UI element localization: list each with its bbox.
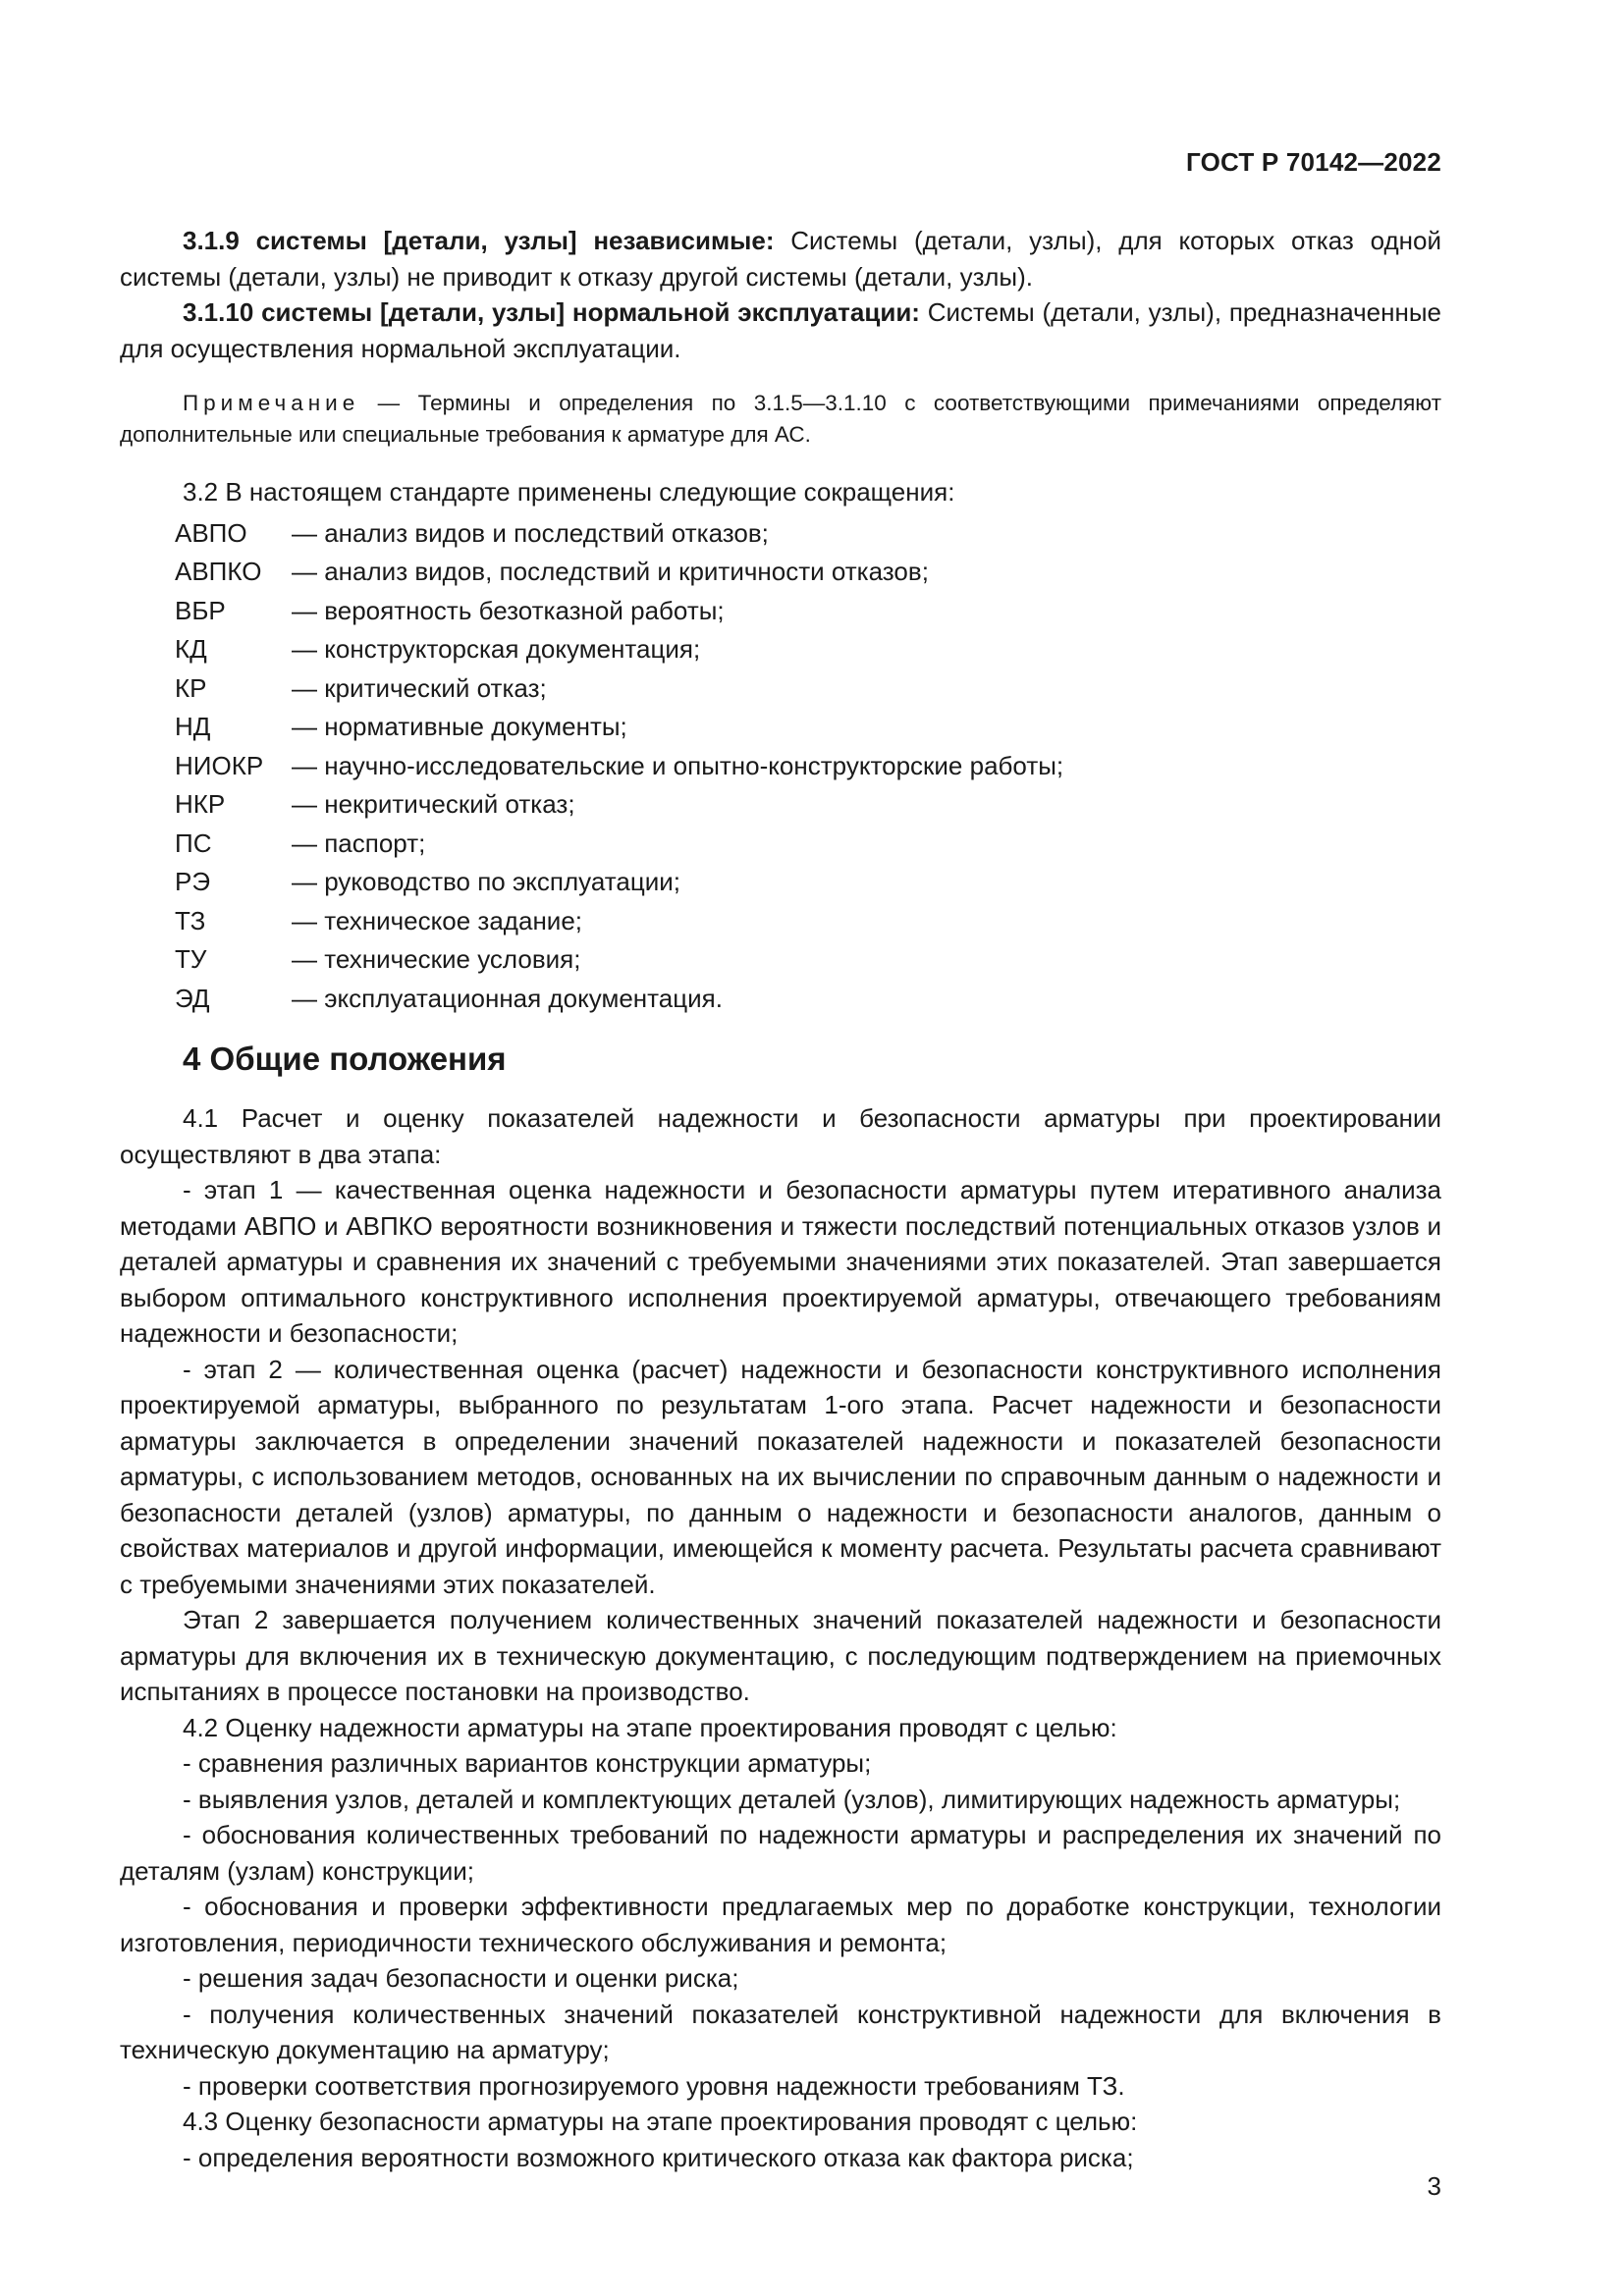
abbreviation-term: КР	[175, 672, 207, 703]
abbreviation-definition: — анализ видов, последствий и критичности отказов;	[292, 557, 929, 586]
section-paragraph: Этап 2 завершается получением количественных значений показателей надежности и безопасности арматуры для включения их в техническую документацию, с последующим подтверждением на приемочных испытаниях в процессе постановки на производство.	[120, 1605, 1441, 1706]
abbreviation-definition: — эксплуатационная документация.	[292, 983, 723, 1013]
abbreviation-term: НИОКР	[175, 750, 264, 780]
section-paragraph: 4.3 Оценку безопасности арматуры на этапе проектирования проводят с целью:	[183, 2107, 1138, 2136]
section-paragraph: - обоснования и проверки эффективности предлагаемых мер по доработке конструкции, технологии изготовления, периодичности технического обслуживания и ремонта;	[120, 1892, 1441, 1957]
abbreviation-item	[175, 630, 1441, 669]
definition-term: 3.1.9 системы [детали, узлы] независимые:	[183, 226, 775, 255]
abbreviation-item	[175, 553, 1441, 592]
abbreviation-item	[175, 747, 1441, 786]
abbreviations-intro: 3.2 В настоящем стандарте применены следующие сокращения:	[183, 477, 955, 507]
section-paragraph: - проверки соответствия прогнозируемого уровня надежности требованиям ТЗ.	[183, 2070, 1125, 2101]
abbreviation-item	[175, 825, 1441, 864]
abbreviation-term: ТЗ	[175, 905, 206, 935]
abbreviation-term: КД	[175, 634, 207, 664]
abbreviation-term: АВПО	[175, 517, 247, 548]
definition-3-1-10	[120, 294, 1441, 366]
abbreviation-item	[175, 785, 1441, 825]
abbreviation-definition: — руководство по эксплуатации;	[292, 867, 680, 896]
note-label: Примечание	[183, 391, 360, 415]
section-paragraph: - получения количественных значений показателей конструктивной надежности для включения в техническую документацию на арматуру;	[120, 1999, 1441, 2064]
section-paragraph: - решения задач безопасности и оценки риска;	[183, 1963, 739, 1993]
abbreviation-item	[175, 863, 1441, 902]
abbreviation-term: НД	[175, 712, 211, 741]
definition-text: Системы (детали, узлы), для которых отказ одной системы (детали, узлы) не приводит к отказу другой системы (детали, узлы).	[120, 226, 1442, 292]
abbreviation-definition: — вероятность безотказной работы;	[292, 595, 725, 625]
page-content	[120, 223, 1441, 2175]
abbreviation-term: НКР	[175, 789, 226, 819]
section-paragraph: - сравнения различных вариантов конструкции арматуры;	[183, 1748, 872, 1778]
abbreviation-item	[175, 669, 1441, 709]
abbreviation-definition: — анализ видов и последствий отказов;	[292, 517, 769, 548]
section-paragraph: 4.2 Оценку надежности арматуры на этапе проектирования проводят с целью:	[183, 1712, 1117, 1742]
abbreviation-definition: — критический отказ;	[292, 672, 547, 703]
abbreviation-definition: — нормативные документы;	[292, 712, 627, 741]
section-paragraph: 4.1 Расчет и оценку показателей надежности и безопасности арматуры при проектировании осуществляют в два этапа:	[120, 1103, 1441, 1169]
document-header-id: ГОСТ Р 70142—2022	[1186, 147, 1441, 177]
abbreviation-definition: — паспорт;	[292, 828, 426, 858]
abbreviation-item	[175, 980, 1441, 1019]
abbreviations-list	[175, 514, 1441, 1019]
abbreviation-definition: — техническое задание;	[292, 905, 583, 935]
abbreviation-definition: — научно-исследовательские и опытно-конструкторские работы;	[292, 750, 1064, 780]
abbreviation-item	[175, 514, 1441, 554]
note-paragraph	[120, 388, 1441, 451]
abbreviation-definition: — конструкторская документация;	[292, 634, 701, 664]
abbreviation-item	[175, 902, 1441, 941]
abbreviation-item	[175, 592, 1441, 631]
abbreviation-term: РЭ	[175, 867, 211, 896]
abbreviation-term: ЭД	[175, 983, 210, 1013]
section-paragraph: - выявления узлов, деталей и комплектующих деталей (узлов), лимитирующих надежность арматуры;	[183, 1784, 1401, 1814]
abbreviation-item	[175, 940, 1441, 980]
note-text: — Термины и определения по 3.1.5—3.1.10 с соответствующими примечаниями определяют дополнительные или специальные требования к арматуре для АС.	[120, 391, 1441, 447]
page-number: 3	[1427, 2171, 1441, 2201]
section-4-title: 4 Общие положения	[183, 1041, 507, 1077]
abbreviation-term: ВБР	[175, 595, 226, 625]
abbreviation-term: ТУ	[175, 944, 207, 974]
abbreviation-definition: — некритический отказ;	[292, 789, 575, 819]
section-paragraph: - этап 2 — количественная оценка (расчет) надежности и безопасности конструктивного исполнения проектируемой арматуры, выбранного по результатам 1-ого этапа. Расчет надежности и безопасности арматуры заключается в определении значений показателей надежности и показателей безопасности арматуры, с использованием методов, основанных на их вычислении по справочным данным о надежности и безопасности деталей (узлов) арматуры, по данным о надежности и безопасности аналогов, данным о свойствах материалов и другой информации, имеющейся к моменту расчета. Результаты расчета сравнивают с требуемыми значениями этих показателей.	[120, 1354, 1441, 1599]
definition-term: 3.1.10 системы [детали, узлы] нормальной эксплуатации:	[183, 297, 920, 327]
section-paragraph: - определения вероятности возможного критического отказа как фактора риска;	[183, 2142, 1134, 2172]
abbreviation-term: ПС	[175, 828, 212, 858]
definition-3-1-9	[120, 223, 1441, 294]
abbreviation-item	[175, 708, 1441, 747]
definition-text: Системы (детали, узлы), предназначенные для осуществления нормальной эксплуатации.	[120, 297, 1441, 363]
section-paragraph: - этап 1 — качественная оценка надежности и безопасности арматуры путем итеративного анализа методами АВПО и АВПКО вероятности возникновения и тяжести последствий потенциальных отказов узлов и деталей арматуры и сравнения их значений с требуемыми значениями этих показателей. Этап завершается выбором оптимального конструктивного исполнения проектируемой арматуры, отвечающего требованиям надежности и безопасности;	[120, 1175, 1441, 1348]
abbreviation-definition: — технические условия;	[292, 944, 581, 974]
abbreviation-term: АВПКО	[175, 557, 262, 586]
section-paragraph: - обоснования количественных требований по надежности арматуры и распределения их значений по деталям (узлам) конструкции;	[120, 1820, 1441, 1886]
